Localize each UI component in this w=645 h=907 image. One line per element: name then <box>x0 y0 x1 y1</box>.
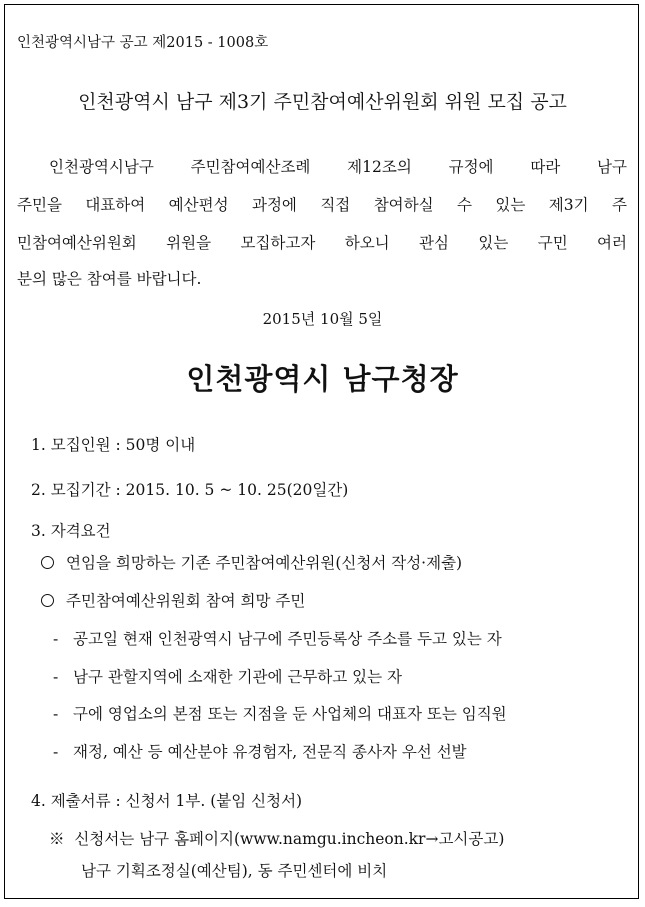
body-line-1: 인천광역시남구 주민참여예산조례 제12조의 규정에 따라 남구 <box>49 158 627 176</box>
sub-item <box>53 740 467 762</box>
sub-item-text: 재정, 예산 등 예산분야 유경험자, 전문직 종사자 우선 선발 <box>73 743 467 761</box>
notice-frame <box>4 4 639 899</box>
body-line-4: 분의 많은 참여를 바랍니다. <box>17 270 202 288</box>
item-recruit-period: 2. 모집기간 : 2015. 10. 5 ~ 10. 25(20일간) <box>31 481 349 499</box>
item-documents: 4. 제출서류 : 신청서 1부. (붙임 신청서) <box>31 792 303 810</box>
sub-item <box>53 702 507 724</box>
dash-marker: - <box>53 705 59 723</box>
qualification-1 <box>41 551 462 573</box>
notice-number: 인천광역시남구 공고 제2015 - 1008호 <box>17 35 269 51</box>
circle-bullet-icon <box>41 556 54 569</box>
note-line-1 <box>49 827 504 849</box>
qualification-2 <box>41 589 305 611</box>
notice-date: 2015년 10월 5일 <box>262 310 383 328</box>
circle-bullet-icon <box>41 594 54 607</box>
note-marker: ※ <box>49 830 65 848</box>
note-line-2: 남구 기획조정실(예산팀), 동 주민센터에 비치 <box>81 862 388 880</box>
sub-item-text: 공고일 현재 인천광역시 남구에 주민등록상 주소를 두고 있는 자 <box>73 630 502 648</box>
item-qualifications-heading: 3. 자격요건 <box>31 522 111 540</box>
sub-item <box>53 627 502 649</box>
body-line-2: 주민을 대표하여 예산편성 과정에 직접 참여하실 수 있는 제3기 주 <box>17 196 627 214</box>
item-recruit-count: 1. 모집인원 : 50명 이내 <box>31 436 196 454</box>
sub-item-text: 구에 영업소의 본점 또는 지점을 둔 사업체의 대표자 또는 임직원 <box>73 705 507 723</box>
dash-marker: - <box>53 668 59 686</box>
qualification-2-text: 주민참여예산위원회 참여 희망 주민 <box>66 592 306 610</box>
body-line-3: 민참여예산위원회 위원을 모집하고자 하오니 관심 있는 구민 여러 <box>17 234 627 252</box>
dash-marker: - <box>53 630 59 648</box>
note-line-1-text: 신청서는 남구 홈페이지(www.namgu.incheon.kr→고시공고) <box>74 830 505 848</box>
qualification-1-text: 연임을 희망하는 기존 주민참여예산위원(신청서 작성·제출) <box>66 554 463 572</box>
dash-marker: - <box>53 743 59 761</box>
signer-name: 인천광역시 남구청장 <box>186 362 459 396</box>
notice-title: 인천광역시 남구 제3기 주민참여예산위원회 위원 모집 공고 <box>78 91 567 113</box>
sub-item <box>53 665 402 687</box>
sub-item-text: 남구 관할지역에 소재한 기관에 근무하고 있는 자 <box>73 668 403 686</box>
